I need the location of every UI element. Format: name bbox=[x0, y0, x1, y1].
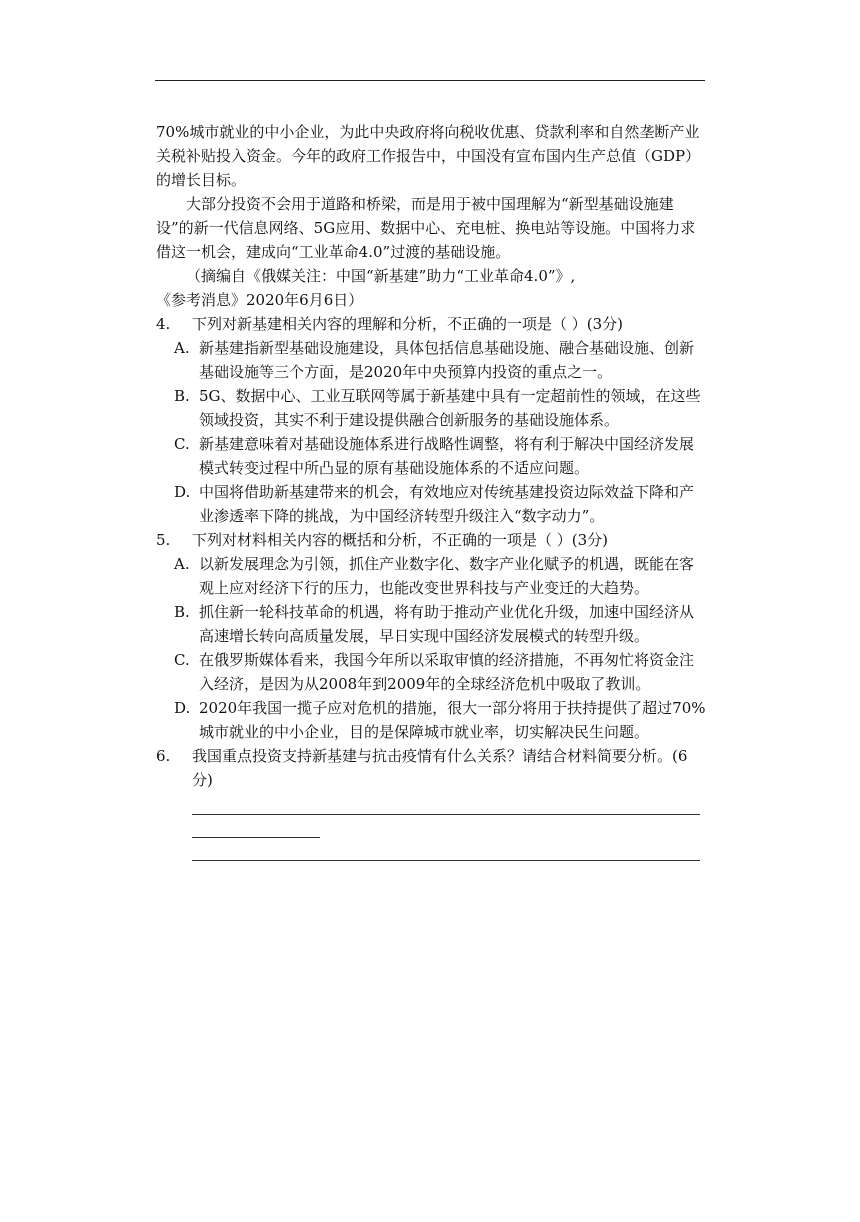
option-text: 中国将借助新基建带来的机会，有效地应对传统基建投资边际效益下降和产业渗透率下降的挑战，为中国经济转型升级注入“数字动力”。 bbox=[199, 483, 695, 525]
option-label: D. bbox=[174, 699, 191, 717]
option-text: 2020年我国一揽子应对危机的措施，很大一部分将用于扶持提供了超过70%城市就业的中小企业，目的是保障城市就业率，切实解决民生问题。 bbox=[199, 699, 706, 741]
option-label: C. bbox=[174, 651, 190, 669]
question-6 bbox=[156, 744, 706, 792]
question-stem: 我国重点投资支持新基建与抗击疫情有什么关系？请结合材料简要分析。(6分) bbox=[192, 747, 688, 789]
question-4 bbox=[156, 312, 706, 336]
option-text: 新基建指新型基础设施建设，具体包括信息基础设施、融合基础设施、创新基础设施等三个方面，是2020年中央预算内投资的重点之一。 bbox=[199, 339, 695, 381]
option-text: 在俄罗斯媒体看来，我国今年所以采取审慎的经济措施，不再匆忙将资金注入经济，是因为从2008年到2009年的全球经济危机中吸取了教训。 bbox=[199, 651, 695, 693]
question-5-option-c[interactable] bbox=[174, 648, 706, 696]
answer-line[interactable] bbox=[192, 815, 320, 838]
option-label: C. bbox=[174, 435, 190, 453]
question-5-option-d[interactable] bbox=[174, 696, 706, 744]
question-stem: 下列对材料相关内容的概括和分析，不正确的一项是（ ）(3分) bbox=[192, 531, 609, 549]
option-text: 以新发展理念为引领，抓住产业数字化、数字产业化赋予的机遇，既能在客观上应对经济下行的压力，也能改变世界科技与产业变迁的大趋势。 bbox=[199, 555, 695, 597]
question-number: 5. bbox=[156, 531, 171, 549]
option-text: 新基建意味着对基础设施体系进行战略性调整，将有利于解决中国经济发展模式转变过程中所凸显的原有基础设施体系的不适应问题。 bbox=[199, 435, 695, 477]
answer-line[interactable] bbox=[192, 838, 700, 861]
question-4-option-d[interactable] bbox=[174, 480, 706, 528]
option-label: B. bbox=[174, 387, 190, 405]
question-5 bbox=[156, 528, 706, 552]
question-number: 6. bbox=[156, 747, 171, 765]
option-text: 5G、数据中心、工业互联网等属于新基建中具有一定超前性的领域，在这些领域投资，其实不利于建设提供融合创新服务的基础设施体系。 bbox=[199, 387, 701, 429]
header-rule bbox=[155, 80, 705, 81]
question-stem: 下列对新基建相关内容的理解和分析，不正确的一项是（ ）(3分) bbox=[192, 315, 624, 333]
answer-line[interactable] bbox=[192, 792, 700, 815]
question-4-option-a[interactable] bbox=[174, 336, 706, 384]
question-number: 4. bbox=[156, 315, 171, 333]
option-label: B. bbox=[174, 603, 190, 621]
question-5-option-a[interactable] bbox=[174, 552, 706, 600]
question-4-option-b[interactable] bbox=[174, 384, 706, 432]
option-label: A. bbox=[174, 339, 190, 357]
option-label: A. bbox=[174, 555, 190, 573]
passage-source-line-2: 《参考消息》2020年6月6日） bbox=[156, 291, 364, 309]
passage-paragraph-2: 大部分投资不会用于道路和桥梁，而是用于被中国理解为“新型基础设施建设”的新一代信息网络、5G应用、数据中心、充电桩、换电站等设施。中国将力求借这一机会，建成向“工业革命4.0”过渡的基础设施。 bbox=[156, 195, 696, 261]
passage-source-line-1: （摘编自《俄媒关注：中国“新基建”助力“工业革命4.0”》, bbox=[186, 267, 576, 285]
document-body bbox=[156, 120, 706, 861]
option-text: 抓住新一轮科技革命的机遇，将有助于推动产业优化升级，加速中国经济从高速增长转向高质量发展，早日实现中国经济发展模式的转型升级。 bbox=[199, 603, 695, 645]
option-label: D. bbox=[174, 483, 191, 501]
question-4-option-c[interactable] bbox=[174, 432, 706, 480]
passage-paragraph-1: 70%城市就业的中小企业，为此中央政府将向税收优惠、贷款利率和自然垄断产业关税补贴投入资金。今年的政府工作报告中，中国没有宣布国内生产总值（GDP）的增长目标。 bbox=[156, 123, 701, 189]
question-5-option-b[interactable] bbox=[174, 600, 706, 648]
